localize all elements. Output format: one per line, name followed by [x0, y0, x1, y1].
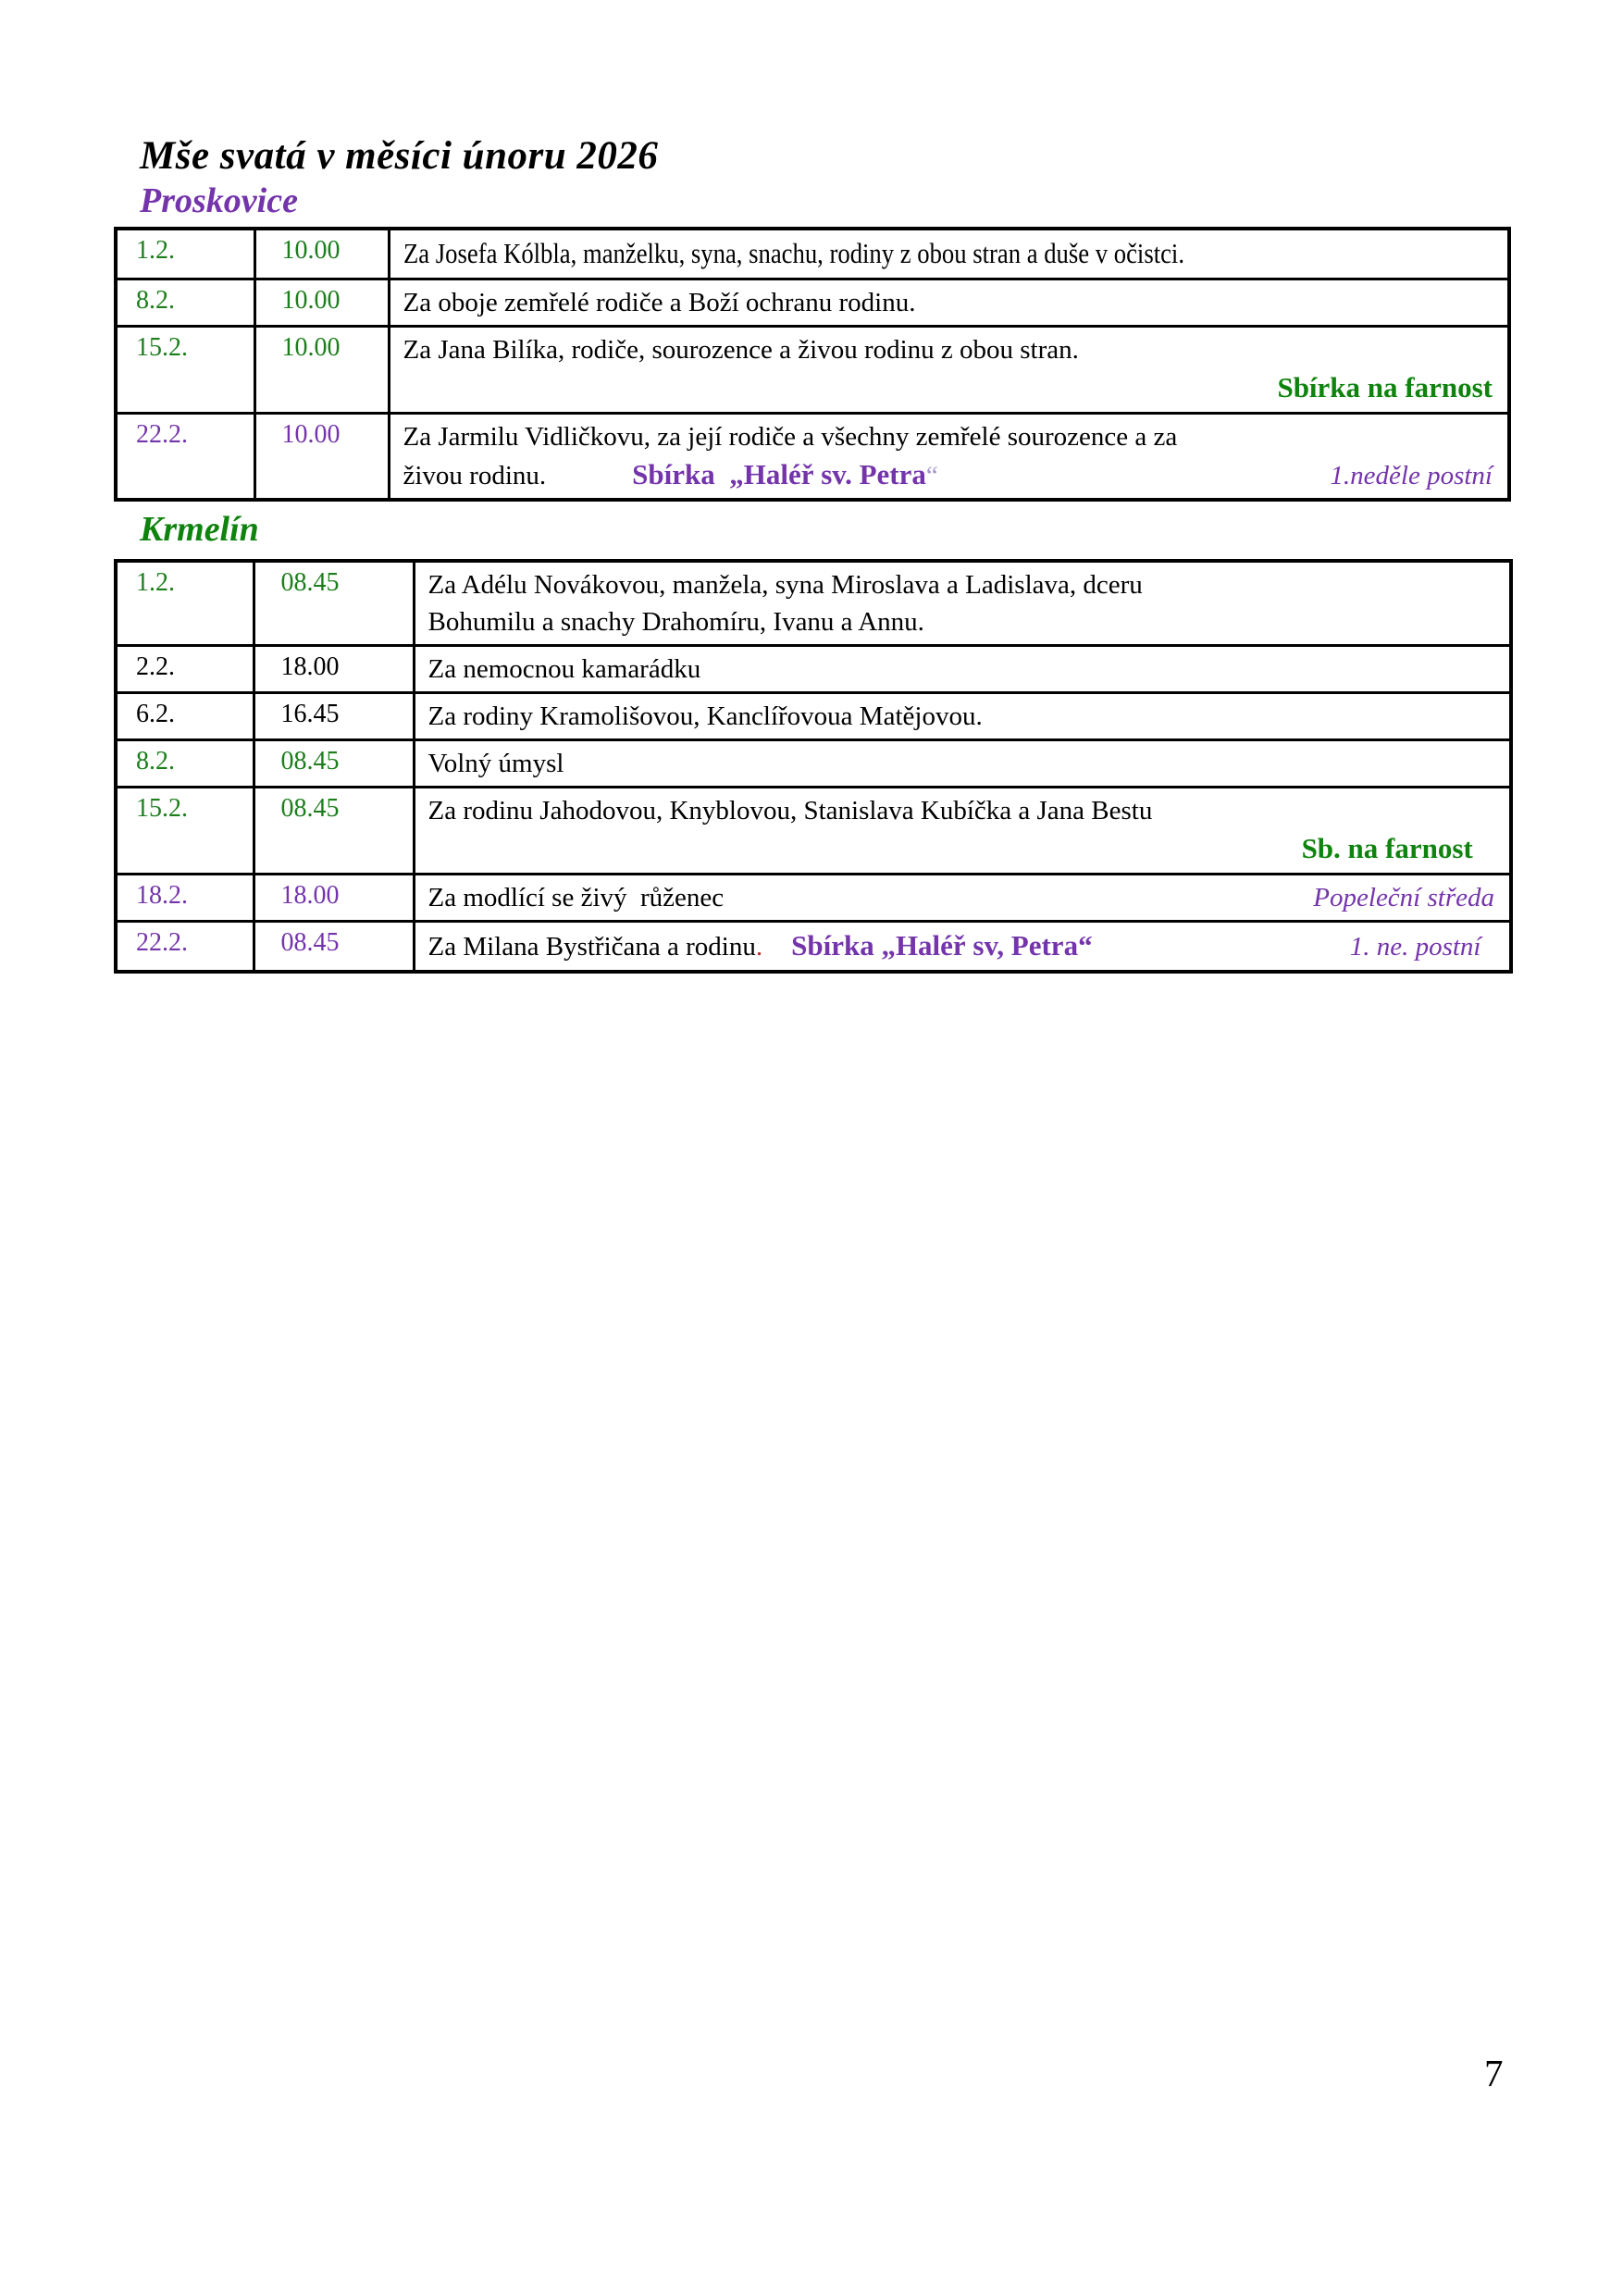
intention-line — [428, 603, 1495, 640]
intention-line — [428, 829, 1495, 869]
intention-line — [403, 368, 1493, 408]
time-cell: 10.00 — [254, 326, 389, 413]
time-cell: 10.00 — [254, 413, 389, 500]
time-cell: 08.45 — [254, 788, 414, 875]
intention-cell — [414, 646, 1511, 693]
intention-line — [428, 792, 1495, 829]
red-period: . — [755, 931, 763, 962]
intention-text: Za modlící se živý růženec — [427, 882, 725, 912]
intention-cell — [389, 413, 1509, 500]
mass-row — [116, 279, 1509, 326]
date-cell: 18.2. — [116, 874, 254, 921]
date-cell: 15.2. — [116, 788, 254, 875]
mass-row — [116, 921, 1511, 971]
date-cell: 8.2. — [116, 740, 254, 788]
intention-text: Volný úmysl — [427, 749, 564, 779]
intention-line — [428, 745, 1495, 782]
time-cell: 10.00 — [254, 229, 389, 279]
intention-line — [428, 651, 1495, 688]
mass-row — [116, 646, 1511, 693]
krmelin-schedule-table — [114, 559, 1513, 974]
time-cell: 08.45 — [254, 740, 414, 788]
intention-cell — [389, 279, 1509, 326]
intention-cell — [414, 921, 1511, 971]
intention-cell — [414, 874, 1511, 921]
intention-text: Za Jarmilu Vidličkovu, za její rodiče a všechny zemřelé sourozence a za — [403, 421, 1178, 452]
proskovice-schedule-table — [114, 227, 1511, 502]
intention-cell — [414, 693, 1511, 740]
section-heading-krmelin: Krmelín — [140, 510, 259, 549]
intention-line — [428, 698, 1495, 735]
time-cell: 08.45 — [254, 921, 414, 971]
closing-quote: “ — [925, 460, 938, 490]
intention-line — [403, 284, 1493, 321]
liturgical-note: Popeleční středa — [1313, 882, 1494, 912]
intention-line — [403, 418, 1493, 455]
time-cell: 16.45 — [254, 693, 414, 740]
intention-text: Za oboje zemřelé rodiče a Boží ochranu rodinu. — [403, 287, 916, 317]
intention-line — [428, 879, 1495, 916]
date-cell: 1.2. — [116, 229, 254, 279]
intention-text: Za Milana Bystřičana a rodinu — [427, 931, 756, 962]
intention-line — [428, 926, 1495, 966]
time-cell: 18.00 — [254, 646, 414, 693]
intention-text: živou rodinu. — [403, 460, 547, 490]
mass-row — [116, 693, 1511, 740]
page-number: 7 — [1484, 2052, 1504, 2094]
intention-cell — [414, 740, 1511, 788]
intention-cell — [414, 788, 1511, 875]
mass-row — [116, 326, 1509, 413]
intention-text: Za Adélu Novákovou, manžela, syna Miroslava a Ladislava, dceru — [427, 570, 1143, 600]
intention-line — [403, 455, 1493, 495]
mass-row — [116, 740, 1511, 788]
date-cell: 8.2. — [116, 279, 254, 326]
collection-note: Sbírka „Haléř sv, Petra“ — [762, 928, 1093, 962]
date-cell: 15.2. — [116, 326, 254, 413]
intention-line — [428, 566, 1495, 603]
mass-row — [116, 561, 1511, 646]
mass-row — [116, 788, 1511, 875]
intention-text: Za nemocnou kamarádku — [427, 654, 701, 685]
page-title: Mše svatá v měsíci únoru 2026 — [140, 134, 659, 178]
mass-row — [116, 229, 1509, 279]
intention-line — [403, 331, 1493, 368]
time-cell: 18.00 — [254, 874, 414, 921]
date-cell: 22.2. — [116, 413, 254, 500]
intention-cell — [389, 229, 1509, 279]
mass-row — [116, 413, 1509, 500]
intention-text: Za rodinu Jahodovou, Knyblovou, Stanislava Kubíčka a Jana Bestu — [427, 796, 1153, 826]
intention-text: Bohumilu a snachy Drahomíru, Ivanu a Annu. — [427, 607, 924, 638]
intention-text: Za rodiny Kramolišovou, Kanclířovoua Matějovou. — [427, 701, 983, 732]
collection-note: Sb. na farnost — [1301, 832, 1494, 865]
intention-cell — [414, 561, 1511, 646]
time-cell: 10.00 — [254, 279, 389, 326]
mass-row — [116, 874, 1511, 921]
intention-cell — [389, 326, 1509, 413]
section-heading-proskovice: Proskovice — [140, 181, 298, 220]
date-cell: 22.2. — [116, 921, 254, 971]
liturgical-note: 1. ne. postní — [1349, 931, 1494, 962]
date-cell: 2.2. — [116, 646, 254, 693]
date-cell: 6.2. — [116, 693, 254, 740]
intention-text: Za Jana Bilíka, rodiče, sourozence a živou rodinu z obou stran. — [403, 334, 1079, 365]
intention-text: Za Josefa Kólbla, manželku, syna, snachu, rodiny z obou stran a duše v očistci. — [403, 237, 1184, 269]
time-cell: 08.45 — [254, 561, 414, 646]
collection-note: Sbírka „Haléř sv. Petra — [546, 457, 926, 490]
date-cell: 1.2. — [116, 561, 254, 646]
liturgical-note: 1.neděle postní — [1330, 460, 1493, 490]
collection-note: Sbírka na farnost — [1277, 370, 1493, 403]
intention-line — [403, 234, 1341, 274]
